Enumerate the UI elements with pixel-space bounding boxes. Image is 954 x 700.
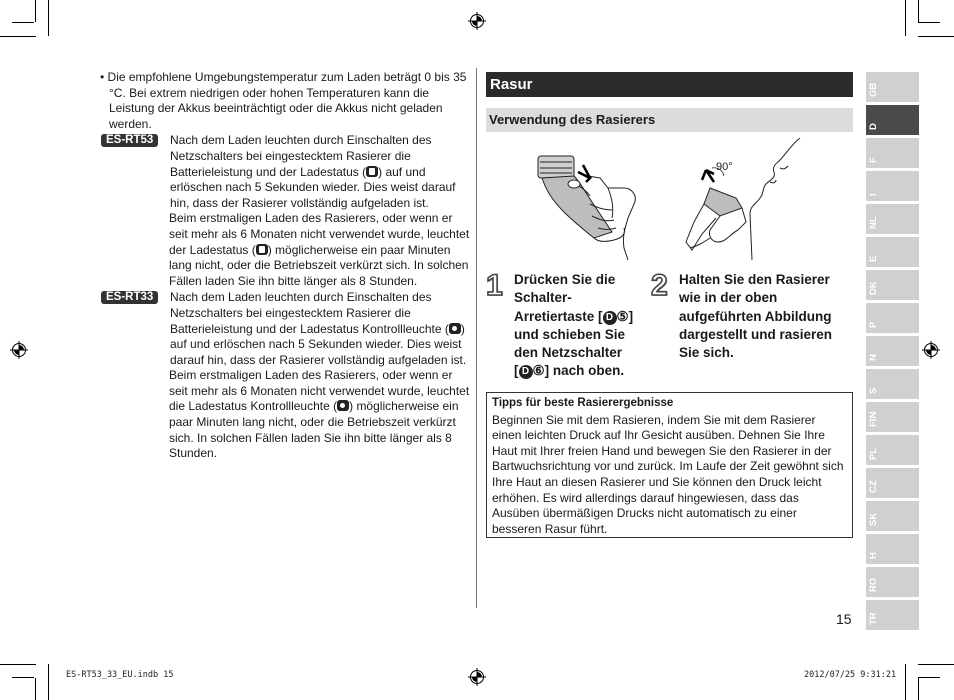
rt53-text-a: Nach dem Laden leuchten durch Einschalten des Netzschalters bei eingestecktem Rasierer die Batterieleistung und der Ladestatus (	[170, 133, 432, 179]
language-tab-label: DK	[868, 281, 879, 295]
rt53-sub-b: ) möglicherweise ein paar Minuten lang nicht, oder die Betriebszeit verkürzt sich. In solchen Fällen laden Sie ihn bitte länger als 8 Stunden.	[169, 242, 469, 288]
language-tab-fin[interactable]	[866, 402, 919, 432]
language-tab-gb[interactable]	[866, 72, 919, 102]
language-tab-h[interactable]	[866, 534, 919, 564]
rt33-sub-a: Beim erstmaligen Laden des Rasierers, oder wenn er seit mehr als 6 Monaten nicht verwendet wurde, leuchtet die Ladestatus Kontrollleuchte (	[169, 368, 470, 414]
page-number: 15	[836, 611, 852, 627]
crop-mark	[918, 678, 919, 700]
language-tab-label: P	[868, 321, 879, 328]
plug-status-icon	[449, 323, 461, 334]
step-1-line-text: ] nach oben.	[544, 363, 625, 379]
language-tab-s[interactable]	[866, 369, 919, 399]
left-column	[100, 70, 472, 462]
step-1-line: Schalter-	[514, 290, 572, 306]
registration-mark-icon	[10, 341, 28, 359]
crop-mark	[918, 664, 954, 665]
language-tab-label: NL	[868, 216, 879, 229]
tips-body: Beginnen Sie mit dem Rasieren, indem Sie mit dem Rasierer einen leichten Druck auf Ihr Gesicht ausüben. Dehnen Sie Ihre Haut mit Ihrer freien Hand und bewegen Sie den Rasierer in der Bartwuchsrichtung vor und zurück. Im Laufe der Zeit gewöhnt sich Ihre Haut an diesen Rasierer und Sie können den Druck leicht erhöhen. Es wird allerdings darauf hingewiesen, dass das Ausüben übermäßigen Drucks nicht automatisch zu einer besseren Rasur führt.	[492, 412, 844, 536]
crop-mark	[35, 0, 36, 22]
registration-mark-icon	[922, 341, 940, 359]
crop-mark	[918, 0, 919, 22]
language-tab-e[interactable]	[866, 237, 919, 267]
language-tab-pl[interactable]	[866, 435, 919, 465]
crop-mark	[905, 664, 906, 700]
step-1-line: den Netzschalter	[514, 345, 623, 361]
step-1-line-text: [	[514, 363, 519, 379]
step-1-line-text: Arretiertaste [	[514, 308, 603, 324]
crop-mark	[48, 664, 49, 700]
language-tab-cz[interactable]	[866, 468, 919, 498]
language-tab-d[interactable]	[866, 105, 919, 135]
language-tab-n[interactable]	[866, 336, 919, 366]
language-tab-dk[interactable]	[866, 270, 919, 300]
ref-badge-d: D	[519, 365, 533, 379]
footer-datetime: 2012/07/25 9:31:21	[804, 670, 897, 680]
rt53-charge-text	[170, 133, 472, 211]
charge-status-icon	[256, 244, 268, 255]
rt53-text-b: ) auf und erlöschen nach 5 Sekunden wieder. Dies weist darauf hin, dass der Rasierer vollständig aufgeladen ist.	[170, 164, 456, 210]
temperature-note: • Die empfohlene Umgebungstemperatur zum Laden beträgt 0 bis 35 °C. Bei extrem niedrigen oder hohen Temperaturen kann die Leistung der Akkus beeinträchtigt oder die Akkus nicht geladen werden.	[100, 70, 467, 131]
step-2-line: dargestellt und rasieren	[679, 326, 833, 342]
language-tab-label: SK	[868, 512, 879, 526]
plug-status-icon	[337, 400, 349, 411]
step-2-instructions	[679, 271, 854, 362]
crop-mark	[918, 36, 954, 37]
language-tab-label: N	[868, 354, 879, 361]
language-tab-label: D	[868, 123, 879, 130]
language-tab-label: CZ	[868, 480, 879, 493]
language-tab-label: TR	[868, 612, 879, 625]
crop-mark	[905, 0, 906, 36]
language-tab-tr[interactable]	[866, 600, 919, 630]
crop-mark	[12, 22, 34, 23]
tips-title: Tipps für beste Rasierergebnisse	[492, 397, 674, 409]
step-1-number: 1	[486, 269, 503, 302]
language-tab-label: E	[868, 255, 879, 262]
step-1-instructions	[514, 271, 654, 381]
crop-mark	[35, 678, 36, 700]
model-badge-rt53: ES-RT53	[101, 134, 158, 147]
ref-number: ⑥	[532, 363, 545, 379]
crop-mark	[918, 677, 940, 678]
step-2-number: 2	[651, 269, 668, 302]
charge-status-icon	[366, 166, 378, 177]
rt33-block	[100, 290, 472, 462]
rt33-sub-b: ) möglicherweise ein paar Minuten lang nicht, oder die Betriebszeit verkürzt sich. In solchen Fällen laden Sie ihn bitte länger als 8 Stunden.	[169, 399, 459, 461]
step-1-line	[514, 362, 654, 380]
temperature-note-text: Die empfohlene Umgebungstemperatur zum Laden beträgt 0 bis 35 °C. Bei extrem niedrigen oder hohen Temperaturen kann die Leistung der Akkus beeinträchtigt oder die Akkus nicht geladen werden.	[107, 70, 467, 131]
crop-mark	[48, 0, 49, 36]
language-tab-label: H	[868, 552, 879, 559]
rt33-first-charge-text	[169, 368, 472, 462]
step-1-line-text: ]	[628, 308, 634, 324]
rt33-charge-text	[170, 290, 472, 368]
language-tab-label: FIN	[868, 411, 879, 427]
column-divider	[476, 68, 477, 608]
footer-file: ES-RT53_33_EU.indb 15	[66, 670, 174, 680]
ref-number: ⑤	[616, 308, 629, 324]
crop-mark	[12, 677, 34, 678]
crop-mark	[0, 36, 36, 37]
language-tab-label: RO	[868, 577, 879, 592]
model-badge-rt33: ES-RT33	[101, 291, 158, 304]
step-1-line: und schieben Sie	[514, 326, 626, 342]
language-tab-nl[interactable]	[866, 204, 919, 234]
shaver-switch-illustration	[528, 138, 648, 260]
language-tab-label: F	[868, 157, 879, 163]
step-2-line: Sie sich.	[679, 345, 734, 361]
crop-mark	[918, 22, 940, 23]
registration-mark-icon	[468, 12, 486, 30]
step-2-line: aufgeführten Abbildung	[679, 308, 832, 324]
rt53-sub-a: Beim erstmaligen Laden des Rasierers, oder wenn er seit mehr als 6 Monaten nicht verwendet wurde, leuchtet der Ladestatus (	[169, 211, 470, 257]
section-title: Rasur	[486, 72, 853, 97]
language-tab-p[interactable]	[866, 303, 919, 333]
step-1-line	[514, 308, 654, 326]
language-tab-label: PL	[868, 447, 879, 460]
language-tab-f[interactable]	[866, 138, 919, 168]
crop-mark	[0, 664, 36, 665]
rt33-text-b: ) auf und erlöschen nach 5 Sekunden wieder. Dies weist darauf hin, dass der Rasierer vollständig aufgeladen ist.	[170, 321, 467, 367]
registration-mark-icon	[468, 668, 486, 686]
language-tab-label: S	[868, 387, 879, 394]
rt53-block	[100, 133, 472, 289]
language-tab-label: GB	[868, 82, 879, 97]
angle-label: 90°	[716, 161, 733, 173]
step-2-line: wie in der oben	[679, 290, 778, 306]
language-tab-i[interactable]	[866, 171, 919, 201]
rt53-first-charge-text	[169, 211, 472, 289]
step-1-line: Drücken Sie die	[514, 272, 616, 287]
tips-box	[486, 392, 853, 538]
language-tab-ro[interactable]	[866, 567, 919, 597]
language-tab-label: I	[868, 193, 879, 196]
subsection-title: Verwendung des Rasierers	[486, 108, 853, 132]
ref-badge-d: D	[603, 311, 617, 325]
step-2-line: Halten Sie den Rasierer	[679, 272, 830, 287]
shaving-angle-illustration	[680, 138, 810, 260]
rt33-text-a: Nach dem Laden leuchten durch Einschalten des Netzschalters bei eingestecktem Rasierer die Batterieleistung und der Ladestatus Kontrollleuchte (	[170, 290, 449, 336]
language-tab-sk[interactable]	[866, 501, 919, 531]
